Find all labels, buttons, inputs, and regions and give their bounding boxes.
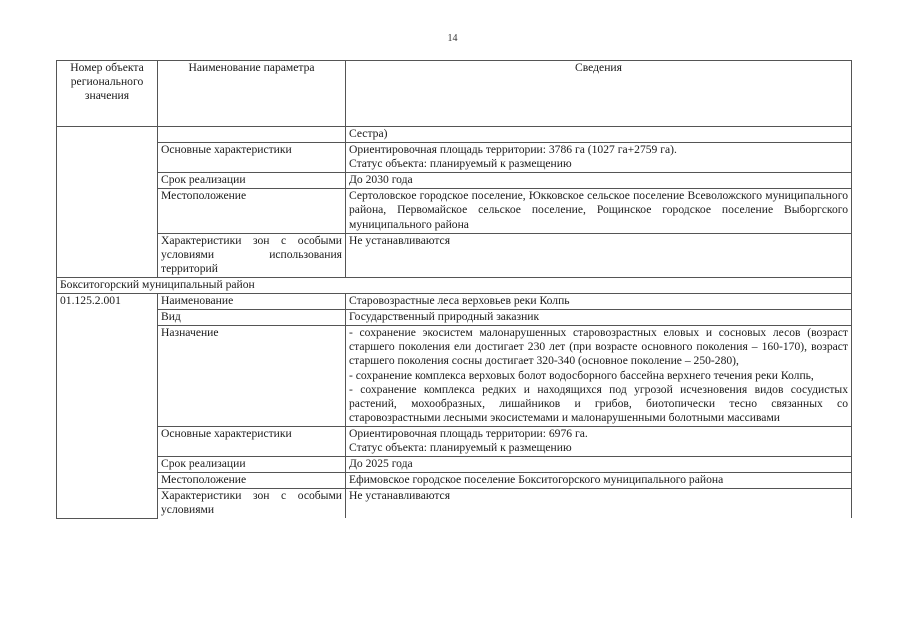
param-cell: Местоположение bbox=[158, 189, 346, 233]
table-row bbox=[57, 294, 852, 310]
details-paragraph: - сохранение экосистем малонарушенных старовозрастных еловых и сосновых лесов (возраст старшего поколения ели достигает 230 лет (при возрасте основного поколения – 160-170), возраст старшего поколения сосны достигает 320-340 (основное поколение – 250-280), bbox=[349, 326, 848, 368]
details-cell: Не устанавливаются bbox=[346, 233, 852, 277]
object-number-cell: 01.125.2.001 bbox=[57, 294, 158, 519]
details-cell: До 2025 года bbox=[346, 457, 852, 473]
details-cell bbox=[346, 143, 852, 173]
details-cell bbox=[346, 326, 852, 427]
details-cell: Не устанавливаются bbox=[346, 489, 852, 519]
section-title: Бокситогорский муниципальный район bbox=[57, 277, 852, 293]
param-cell: Основные характеристики bbox=[158, 426, 346, 456]
header-object-number: Номер объекта регионального значения bbox=[57, 61, 158, 127]
details-paragraph: - сохранение комплекса редких и находящихся под угрозой исчезновения видов сосудистых растений, мохообразных, лишайников и грибов, биотопически тесно связанных со старовозрастными лесными экосистемами и малонарушенными болотными массивами bbox=[349, 382, 848, 424]
param-cell: Вид bbox=[158, 310, 346, 326]
parameters-table bbox=[56, 60, 852, 519]
details-cell: Старовозрастные леса верховьев реки Колпь bbox=[346, 294, 852, 310]
table-row bbox=[57, 173, 852, 189]
param-cell: Характеристики зон с особыми условиями использования территорий bbox=[158, 233, 346, 277]
param-cell: Местоположение bbox=[158, 473, 346, 489]
param-cell: Назначение bbox=[158, 326, 346, 427]
header-parameter-name: Наименование параметра bbox=[158, 61, 346, 127]
table-row bbox=[57, 326, 852, 427]
table-row bbox=[57, 426, 852, 456]
page-number: 14 bbox=[447, 33, 458, 44]
details-cell: Сестра) bbox=[346, 127, 852, 143]
table-row bbox=[57, 457, 852, 473]
details-line: Статус объекта: планируемый к размещению bbox=[349, 157, 572, 171]
table-row bbox=[57, 143, 852, 173]
table-row bbox=[57, 310, 852, 326]
table-row bbox=[57, 489, 852, 519]
details-line: Статус объекта: планируемый к размещению bbox=[349, 440, 572, 454]
details-cell: Сертоловское городское поселение, Юкковское сельское поселение Всеволожского муниципального района, Первомайское сельское поселение, Рощинское городское поселение Выборгского муниципального района bbox=[346, 189, 852, 233]
param-cell-empty bbox=[158, 127, 346, 143]
param-cell: Срок реализации bbox=[158, 173, 346, 189]
object-number-cell-empty bbox=[57, 127, 158, 278]
details-paragraph: - сохранение комплекса верховых болот водосборного бассейна верхнего течения реки Колпь, bbox=[349, 368, 814, 382]
table-row bbox=[57, 473, 852, 489]
table-row bbox=[57, 127, 852, 143]
param-cell: Наименование bbox=[158, 294, 346, 310]
details-line: Ориентировочная площадь территории: 6976 га. bbox=[349, 426, 588, 440]
param-cell: Характеристики зон с особыми условиями bbox=[158, 489, 346, 519]
param-cell: Срок реализации bbox=[158, 457, 346, 473]
table-row bbox=[57, 233, 852, 277]
details-cell bbox=[346, 426, 852, 456]
table-row bbox=[57, 189, 852, 233]
header-details: Сведения bbox=[346, 61, 852, 127]
table-header-row bbox=[57, 61, 852, 127]
details-line: Ориентировочная площадь территории: 3786 га (1027 га+2759 га). bbox=[349, 143, 677, 157]
param-cell: Основные характеристики bbox=[158, 143, 346, 173]
details-cell: До 2030 года bbox=[346, 173, 852, 189]
section-row bbox=[57, 277, 852, 293]
details-cell: Ефимовское городское поселение Бокситогорского муниципального района bbox=[346, 473, 852, 489]
details-cell: Государственный природный заказник bbox=[346, 310, 852, 326]
